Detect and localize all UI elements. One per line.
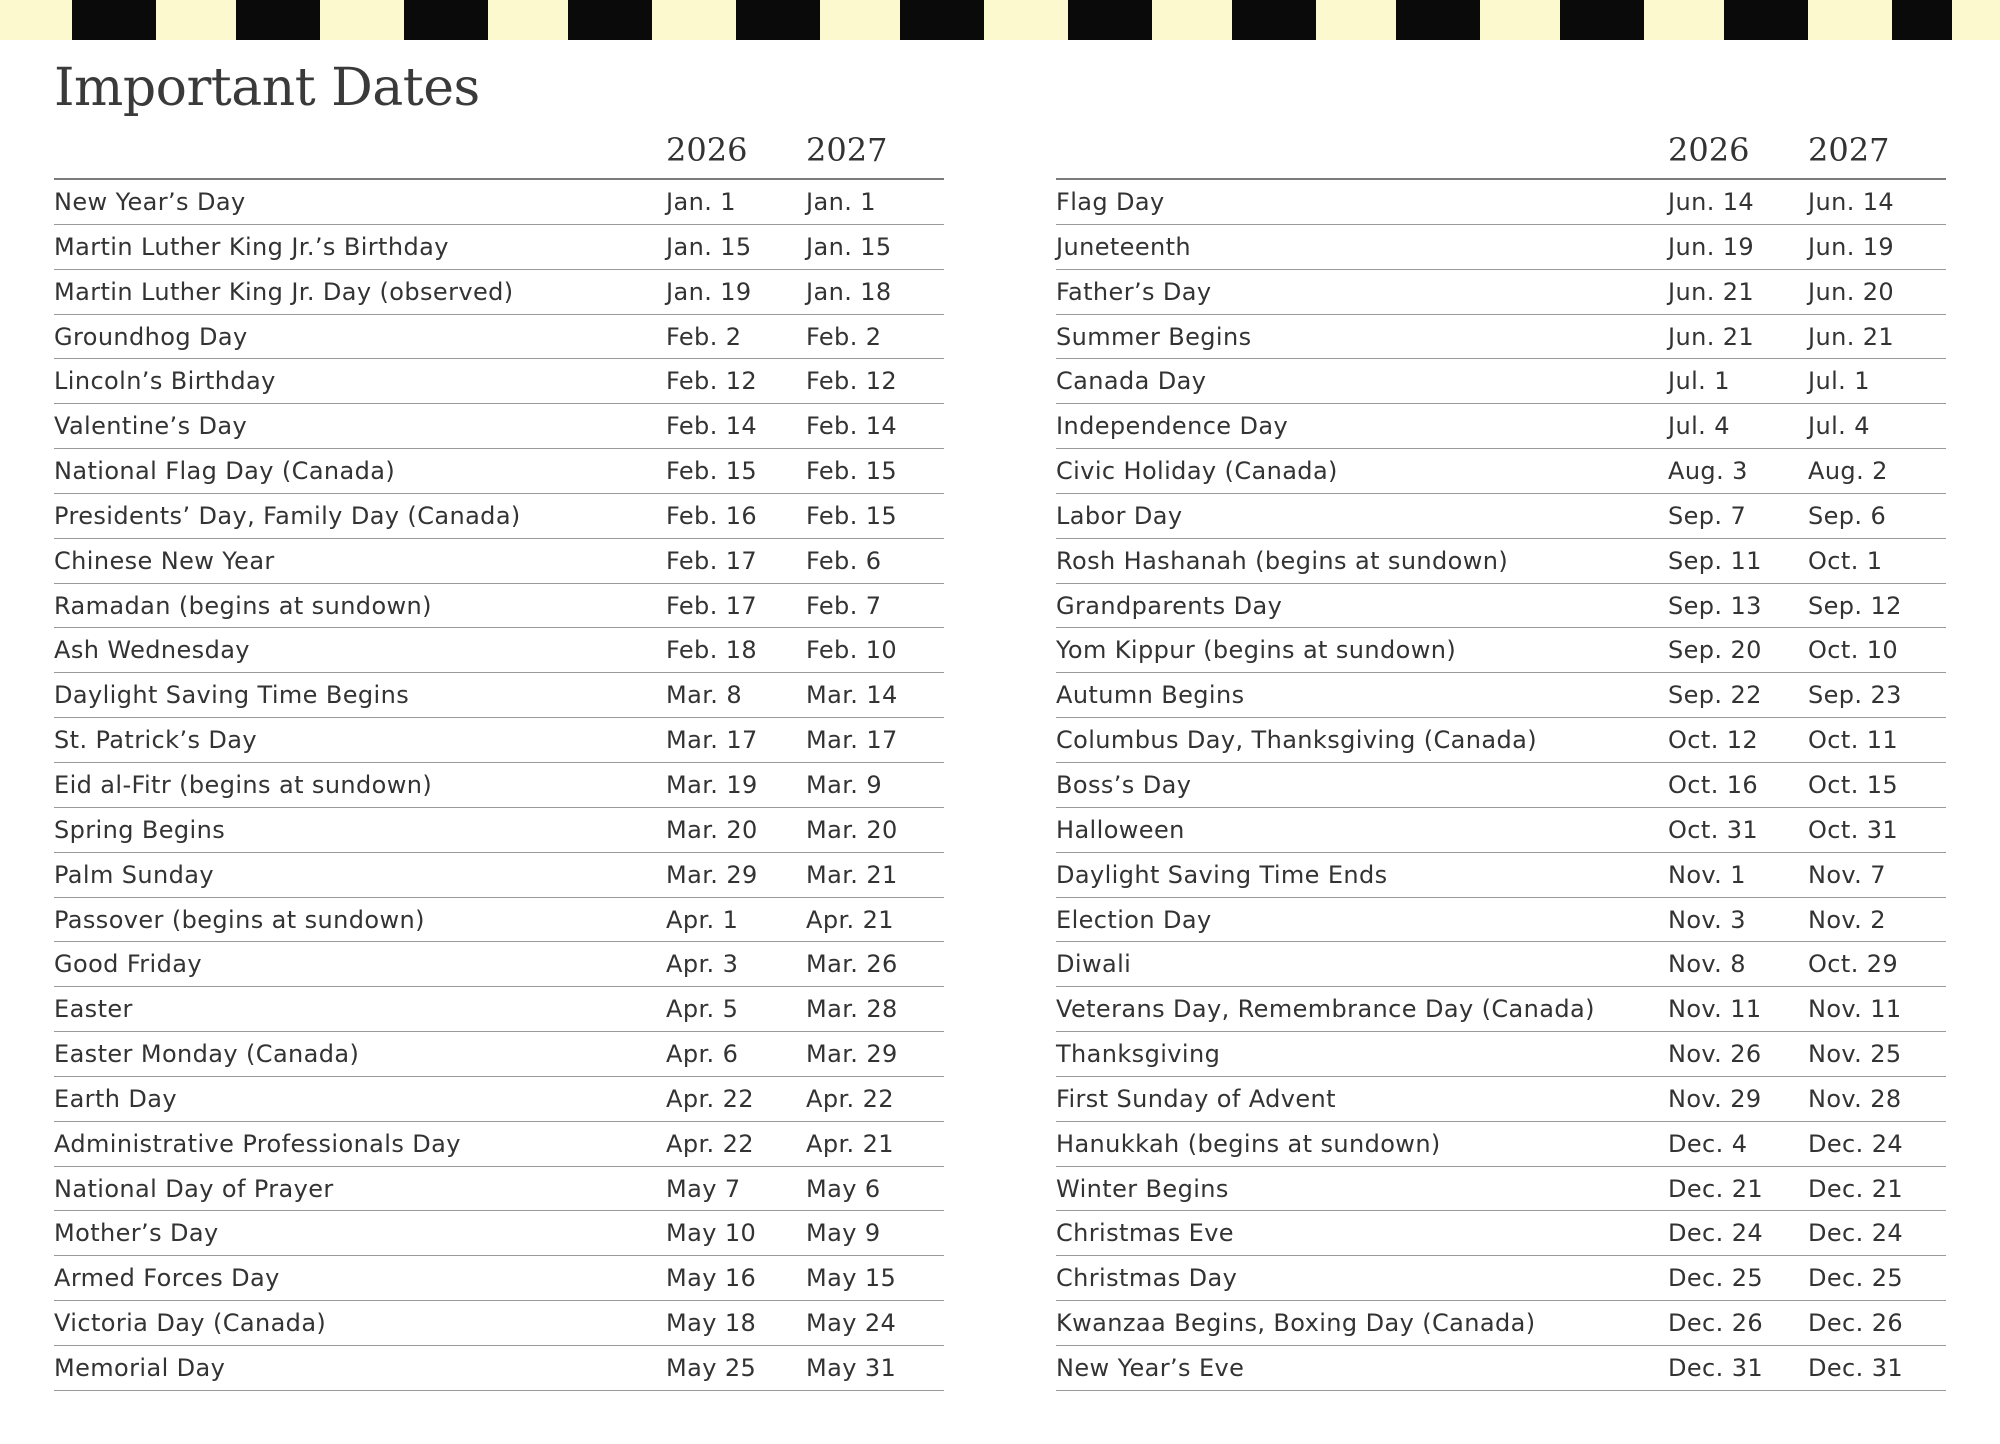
table-row [54,1211,944,1256]
table-row [54,404,944,449]
holiday-name: Ash Wednesday [54,636,250,665]
holiday-name: Yom Kippur (begins at sundown) [1056,636,1457,665]
stripe-dark [568,0,652,40]
date-2026: Feb. 14 [666,412,758,441]
holiday-name: Autumn Begins [1056,681,1245,710]
dates-table-right [1056,124,1946,1391]
date-2026: Feb. 18 [666,636,758,665]
holiday-name: Easter Monday (Canada) [54,1040,360,1069]
holiday-name: Christmas Eve [1056,1219,1234,1248]
holiday-name: Passover (begins at sundown) [54,905,425,934]
date-2027: Dec. 24 [1808,1129,1904,1158]
table-row [1056,1301,1946,1346]
holiday-name: Juneteenth [1056,232,1192,261]
date-2026: May 18 [666,1309,757,1338]
table-row [54,1256,944,1301]
holiday-name: Eid al-Fitr (begins at sundown) [54,770,433,799]
table-row [54,539,944,584]
date-2027: Jan. 1 [806,188,876,216]
date-2026: Jun. 21 [1668,322,1755,351]
top-stripe-border [0,0,2000,40]
table-row [1056,853,1946,898]
date-2026: Dec. 4 [1668,1129,1748,1158]
holiday-name: Flag Day [1056,188,1165,216]
holiday-name: Christmas Day [1056,1264,1238,1293]
date-2027: May 15 [806,1264,897,1293]
date-2026: Apr. 6 [666,1040,739,1069]
holiday-name: Labor Day [1056,501,1183,530]
table-row [54,1301,944,1346]
table-row [54,1346,944,1391]
date-2026: Apr. 22 [666,1129,754,1158]
date-2027: Jun. 19 [1808,232,1895,261]
year-heading-2027: 2027 [806,131,888,169]
date-2027: May 9 [806,1219,881,1248]
holiday-name: Grandparents Day [1056,591,1283,620]
table-row [1056,404,1946,449]
holiday-name: Good Friday [54,950,202,979]
holiday-name: National Day of Prayer [54,1174,334,1203]
holiday-name: Lincoln’s Birthday [54,367,276,396]
table-row [54,942,944,987]
date-2026: Sep. 7 [1668,501,1747,530]
stripe-dark [1396,0,1480,40]
stripe-light [820,0,900,40]
date-2026: Oct. 12 [1668,726,1759,755]
table-row [1056,808,1946,853]
stripe-light [1644,0,1724,40]
date-2026: Jun. 21 [1668,277,1755,306]
date-2027: Mar. 29 [806,1040,898,1069]
date-2026: May 7 [666,1174,741,1203]
date-2027: Dec. 25 [1808,1264,1904,1293]
date-2027: May 31 [806,1353,897,1382]
date-2027: Jul. 4 [1808,412,1870,441]
stripe-dark [1560,0,1644,40]
date-2027: Oct. 31 [1808,815,1899,844]
stripe-light [1480,0,1560,40]
date-2027: Oct. 1 [1808,546,1883,575]
table-row [1056,763,1946,808]
date-2027: Mar. 14 [806,681,898,710]
date-2026: Mar. 8 [666,681,743,710]
date-2027: Nov. 25 [1808,1040,1902,1069]
table-row [1056,539,1946,584]
holiday-name: Valentine’s Day [54,412,248,441]
date-2027: Mar. 20 [806,815,898,844]
holiday-name: Victoria Day (Canada) [54,1309,327,1338]
date-2026: Apr. 5 [666,995,739,1024]
table-row [54,763,944,808]
date-2026: Dec. 31 [1668,1353,1764,1382]
table-row [1056,628,1946,673]
table-row [54,225,944,270]
stripe-light [652,0,736,40]
table-row [54,270,944,315]
stripe-light [156,0,236,40]
table-row [1056,270,1946,315]
table-row [1056,1032,1946,1077]
date-2026: Nov. 29 [1668,1084,1762,1113]
date-2026: Feb. 16 [666,501,758,530]
stripe-dark [900,0,984,40]
date-2027: Mar. 21 [806,860,898,889]
date-2026: May 25 [666,1353,757,1382]
table-header-right [1056,124,1946,180]
date-2026: Oct. 16 [1668,770,1759,799]
holiday-name: Chinese New Year [54,546,275,575]
holiday-name: Canada Day [1056,367,1207,396]
table-row [1056,315,1946,360]
table-row [54,1032,944,1077]
table-row [1056,1211,1946,1256]
date-2026: May 16 [666,1264,757,1293]
holiday-name: Daylight Saving Time Begins [54,681,410,710]
date-2027: Mar. 26 [806,950,898,979]
table-row [1056,584,1946,629]
date-2027: May 6 [806,1174,881,1203]
holiday-name: Martin Luther King Jr. Day (observed) [54,277,514,306]
holiday-name: Armed Forces Day [54,1264,280,1293]
stripe-dark [72,0,156,40]
holiday-name: Boss’s Day [1056,770,1192,799]
date-2026: Nov. 1 [1668,860,1746,889]
date-2027: Nov. 11 [1808,995,1902,1024]
date-2026: Sep. 20 [1668,636,1762,665]
date-2027: Feb. 7 [806,591,882,620]
date-2027: Mar. 17 [806,726,898,755]
holiday-name: New Year’s Eve [1056,1353,1245,1382]
date-2027: Jan. 18 [806,277,892,306]
holiday-name: Halloween [1056,815,1185,844]
table-row [54,808,944,853]
stripe-dark [236,0,320,40]
date-2026: Dec. 24 [1668,1219,1764,1248]
table-row [1056,1256,1946,1301]
table-row [54,449,944,494]
table-row [54,1077,944,1122]
table-row [54,1167,944,1212]
stripe-light [488,0,568,40]
date-2026: Jan. 1 [666,188,736,216]
table-row [1056,673,1946,718]
stripe-dark [736,0,820,40]
date-2026: Sep. 13 [1668,591,1762,620]
date-2026: Apr. 22 [666,1084,754,1113]
date-2026: Feb. 12 [666,367,758,396]
holiday-name: Ramadan (begins at sundown) [54,591,432,620]
date-2027: Sep. 23 [1808,681,1902,710]
table-row [1056,987,1946,1032]
holiday-name: National Flag Day (Canada) [54,457,396,486]
table-row [54,673,944,718]
date-2026: Dec. 25 [1668,1264,1764,1293]
date-2027: Mar. 28 [806,995,898,1024]
table-row [54,359,944,404]
holiday-name: Winter Begins [1056,1174,1229,1203]
table-row [1056,1122,1946,1167]
holiday-name: Rosh Hashanah (begins at sundown) [1056,546,1509,575]
date-2027: Oct. 10 [1808,636,1899,665]
holiday-name: Kwanzaa Begins, Boxing Day (Canada) [1056,1309,1536,1338]
stripe-dark [1068,0,1152,40]
table-row [54,853,944,898]
holiday-name: Daylight Saving Time Ends [1056,860,1388,889]
holiday-name: Summer Begins [1056,322,1252,351]
date-2027: Apr. 21 [806,1129,894,1158]
date-2026: Sep. 22 [1668,681,1762,710]
table-row [1056,1346,1946,1391]
table-row [1056,1077,1946,1122]
holiday-name: Diwali [1056,950,1132,979]
date-2027: Nov. 7 [1808,860,1886,889]
date-2027: Dec. 24 [1808,1219,1904,1248]
table-row [54,1122,944,1167]
year-heading-2027: 2027 [1808,131,1890,169]
holiday-name: New Year’s Day [54,188,246,216]
table-row [54,584,944,629]
table-row [1056,942,1946,987]
table-row [1056,359,1946,404]
date-2027: Dec. 21 [1808,1174,1904,1203]
date-2027: Oct. 11 [1808,726,1899,755]
date-2026: Feb. 17 [666,591,758,620]
date-2027: Jul. 1 [1808,367,1870,396]
date-2026: Nov. 3 [1668,905,1746,934]
stripe-light [1808,0,1892,40]
stripe-dark [1724,0,1808,40]
date-2027: Dec. 31 [1808,1353,1904,1382]
table-row [1056,180,1946,225]
holiday-name: Independence Day [1056,412,1289,441]
holiday-name: Election Day [1056,905,1212,934]
holiday-name: Presidents’ Day, Family Day (Canada) [54,501,521,530]
date-2027: Feb. 15 [806,457,898,486]
date-2026: Dec. 26 [1668,1309,1764,1338]
stripe-light [1952,0,2000,40]
date-2027: Oct. 15 [1808,770,1899,799]
stripe-light [1152,0,1232,40]
table-body-left [54,180,944,1391]
date-2027: Feb. 14 [806,412,898,441]
date-2027: Feb. 6 [806,546,882,575]
date-2027: Jun. 14 [1808,188,1895,216]
date-2026: Mar. 19 [666,770,758,799]
date-2027: May 24 [806,1309,897,1338]
table-row [1056,898,1946,943]
date-2027: Jun. 20 [1808,277,1895,306]
date-2026: Jul. 4 [1668,412,1730,441]
holiday-name: Father’s Day [1056,277,1212,306]
date-2026: Apr. 3 [666,950,739,979]
date-2026: Mar. 20 [666,815,758,844]
holiday-name: Spring Begins [54,815,226,844]
stripe-light [984,0,1068,40]
holiday-name: Mother’s Day [54,1219,219,1248]
date-2027: Sep. 6 [1808,501,1887,530]
date-2027: Dec. 26 [1808,1309,1904,1338]
holiday-name: Easter [54,995,133,1024]
holiday-name: Martin Luther King Jr.’s Birthday [54,232,449,261]
stripe-dark [404,0,488,40]
page-title: Important Dates [54,58,480,118]
date-2026: Feb. 15 [666,457,758,486]
date-2026: Dec. 21 [1668,1174,1764,1203]
holiday-name: Hanukkah (begins at sundown) [1056,1129,1441,1158]
date-2026: Oct. 31 [1668,815,1759,844]
dates-table-left [54,124,944,1391]
date-2026: Mar. 29 [666,860,758,889]
date-2026: Jul. 1 [1668,367,1730,396]
date-2026: Jan. 15 [666,232,752,261]
date-2027: Feb. 15 [806,501,898,530]
holiday-name: Groundhog Day [54,322,248,351]
holiday-name: Palm Sunday [54,860,214,889]
date-2026: Feb. 17 [666,546,758,575]
year-heading-2026: 2026 [1668,131,1750,169]
year-heading-2026: 2026 [666,131,748,169]
table-row [1056,718,1946,763]
date-2026: Jun. 19 [1668,232,1755,261]
date-2026: Aug. 3 [1668,457,1748,486]
table-row [54,494,944,539]
holiday-name: Administrative Professionals Day [54,1129,461,1158]
date-2026: Mar. 17 [666,726,758,755]
date-2026: Nov. 8 [1668,950,1746,979]
date-2026: Sep. 11 [1668,546,1762,575]
date-2026: Jun. 14 [1668,188,1755,216]
table-header-left [54,124,944,180]
stripe-light [1316,0,1396,40]
table-row [54,898,944,943]
holiday-name: Veterans Day, Remembrance Day (Canada) [1056,995,1595,1024]
date-2026: Nov. 26 [1668,1040,1762,1069]
table-row [54,315,944,360]
holiday-name: St. Patrick’s Day [54,726,257,755]
holiday-name: Memorial Day [54,1353,226,1382]
table-body-right [1056,180,1946,1391]
date-2026: Apr. 1 [666,905,739,934]
date-2027: Jan. 15 [806,232,892,261]
date-2027: Aug. 2 [1808,457,1888,486]
stripe-light [320,0,404,40]
stripe-light [0,0,72,40]
holiday-name: Thanksgiving [1056,1040,1221,1069]
date-2027: Jun. 21 [1808,322,1895,351]
holiday-name: Civic Holiday (Canada) [1056,457,1338,486]
date-2026: Jan. 19 [666,277,752,306]
date-2027: Nov. 2 [1808,905,1886,934]
date-2026: May 10 [666,1219,757,1248]
date-2027: Feb. 10 [806,636,898,665]
date-2027: Nov. 28 [1808,1084,1902,1113]
date-2027: Apr. 22 [806,1084,894,1113]
date-2026: Nov. 11 [1668,995,1762,1024]
table-row [1056,494,1946,539]
date-2027: Feb. 2 [806,322,882,351]
holiday-name: Columbus Day, Thanksgiving (Canada) [1056,726,1538,755]
date-2027: Oct. 29 [1808,950,1899,979]
table-row [54,987,944,1032]
stripe-dark [1892,0,1952,40]
holiday-name: First Sunday of Advent [1056,1084,1336,1113]
table-row [54,180,944,225]
table-row [54,628,944,673]
date-2027: Feb. 12 [806,367,898,396]
table-row [1056,225,1946,270]
stripe-dark [1232,0,1316,40]
table-row [54,718,944,763]
date-2027: Mar. 9 [806,770,883,799]
table-row [1056,449,1946,494]
date-2027: Sep. 12 [1808,591,1902,620]
holiday-name: Earth Day [54,1084,177,1113]
table-row [1056,1167,1946,1212]
date-2026: Feb. 2 [666,322,742,351]
date-2027: Apr. 21 [806,905,894,934]
